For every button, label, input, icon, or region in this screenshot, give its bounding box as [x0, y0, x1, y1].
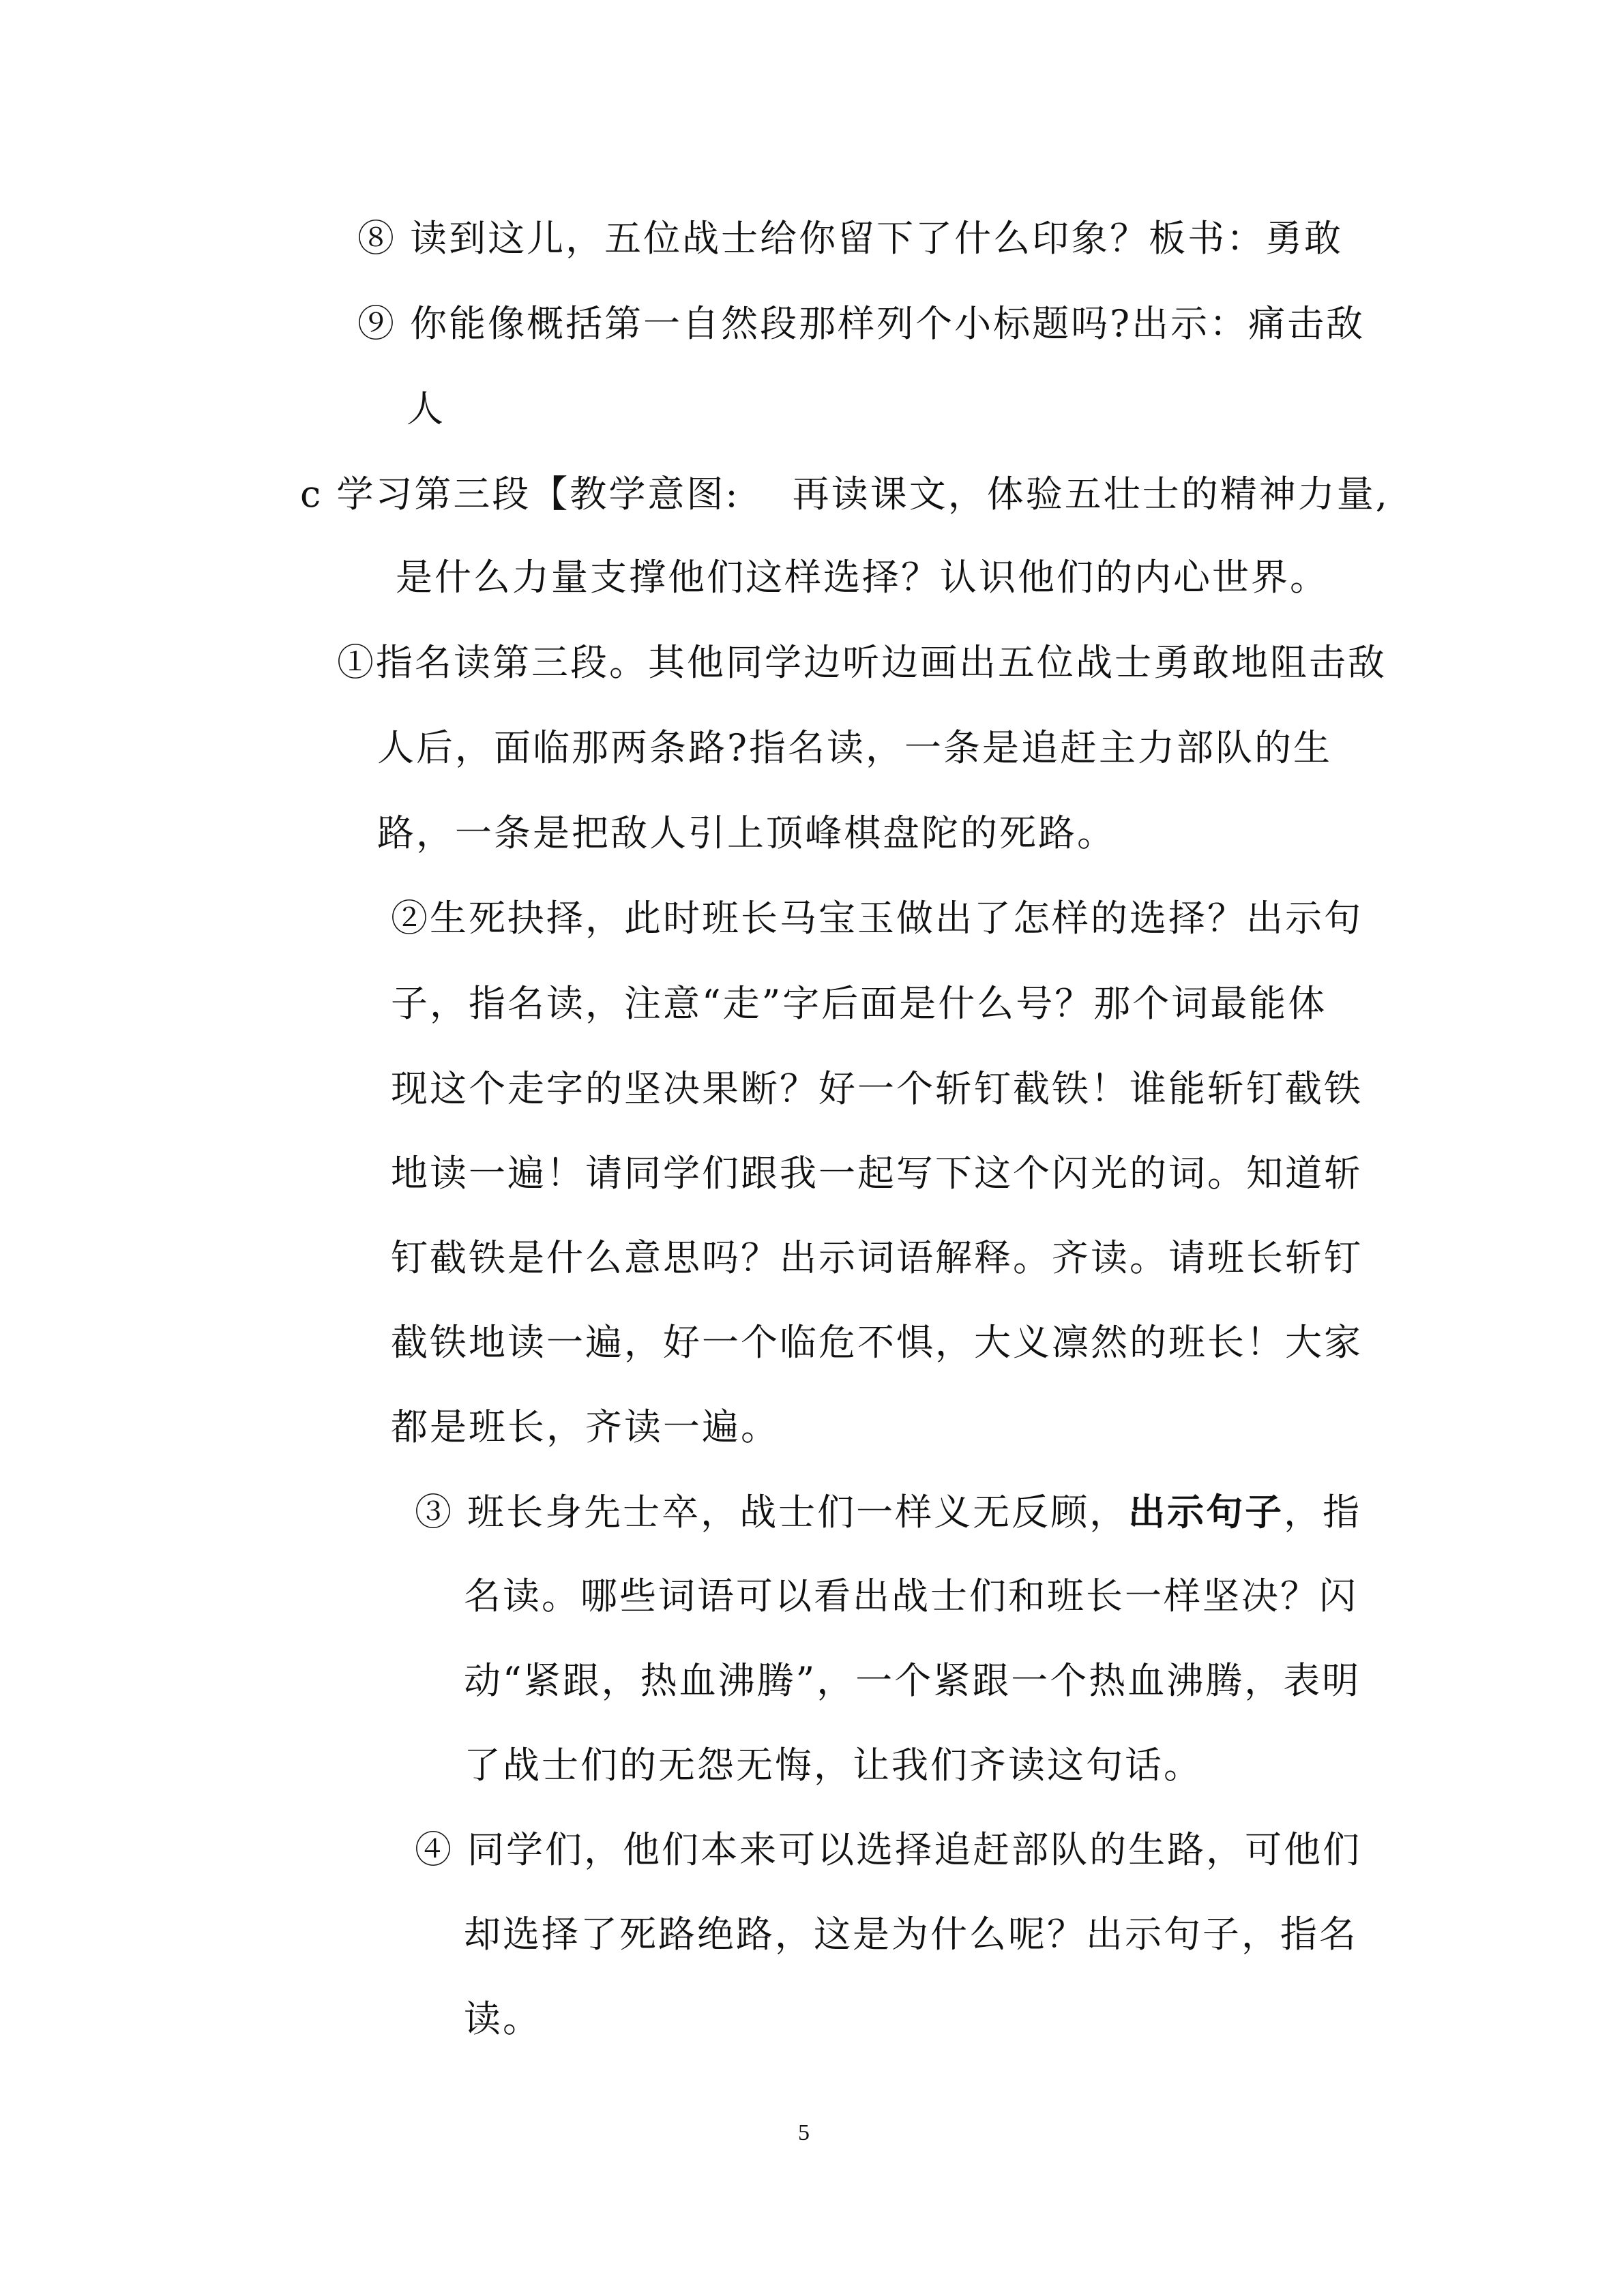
text-line-19: 了战士们的无怨无悔，让我们齐读这句话。 [464, 1744, 1202, 1787]
text-line-10: 子，指名读，注意“走”字后面是什么号？那个词最能体 [391, 982, 1327, 1025]
text-line-21: 却选择了死路绝路，这是为什么呢？出示句子，指名 [464, 1913, 1358, 1956]
text-line-6: ①指名读第三段。其他同学边听边画出五位战士勇敢地阻击敌 [337, 641, 1387, 684]
text-line-14: 截铁地读一遍，好一个临危不惧，大义凛然的班长！大家 [391, 1321, 1363, 1364]
text-line-18: 动“紧跟，热血沸腾”，一个紧跟一个热血沸腾，表明 [464, 1659, 1361, 1702]
text-line-5: 是什么力量支撑他们这样选择？认识他们的内心世界。 [396, 556, 1329, 599]
text-line-15: 都是班长，齐读一遍。 [391, 1405, 780, 1448]
text-line-17: 名读。哪些词语可以看出战士们和班长一样坚决？闪 [464, 1575, 1358, 1617]
text-line-16-start: ③ 班长身先士卒，战士们一样义无反顾， [415, 1491, 1129, 1534]
page-number: 5 [798, 2120, 810, 2145]
text-line-16 [415, 1488, 1361, 1536]
text-line-11: 现这个走字的坚决果断？好一个斩钉截铁！谁能斩钉截铁 [391, 1067, 1363, 1110]
bold-phrase: 出示句子 [1128, 1490, 1284, 1534]
text-line-7: 人后，面临那两条路?指名读，一条是追赶主力部队的生 [377, 726, 1332, 769]
text-line-2: ⑨ 你能像概括第一自然段那样列个小标题吗?出示：痛击敌 [357, 302, 1365, 345]
text-line-20: ④ 同学们，他们本来可以选择追赶部队的生路，可他们 [415, 1828, 1362, 1871]
text-line-16-end: ，指 [1284, 1491, 1362, 1534]
text-line-1: ⑧ 读到这儿，五位战士给你留下了什么印象？板书：勇敢 [357, 217, 1344, 260]
text-line-4: c 学习第三段【教学意图: 再读课文，体验五壮士的精神力量, [300, 473, 1389, 516]
text-line-12: 地读一遍！请同学们跟我一起写下这个闪光的词。知道斩 [391, 1152, 1363, 1195]
text-line-3: 人 [407, 387, 445, 430]
text-line-13: 钉截铁是什么意思吗？出示词语解释。齐读。请班长斩钉 [391, 1236, 1363, 1279]
text-line-8: 路，一条是把敌人引上顶峰棋盘陀的死路。 [377, 811, 1116, 854]
text-line-22: 读。 [464, 1997, 542, 2040]
text-line-9: ②生死抉择，此时班长马宝玉做出了怎样的选择？出示句 [391, 897, 1363, 940]
